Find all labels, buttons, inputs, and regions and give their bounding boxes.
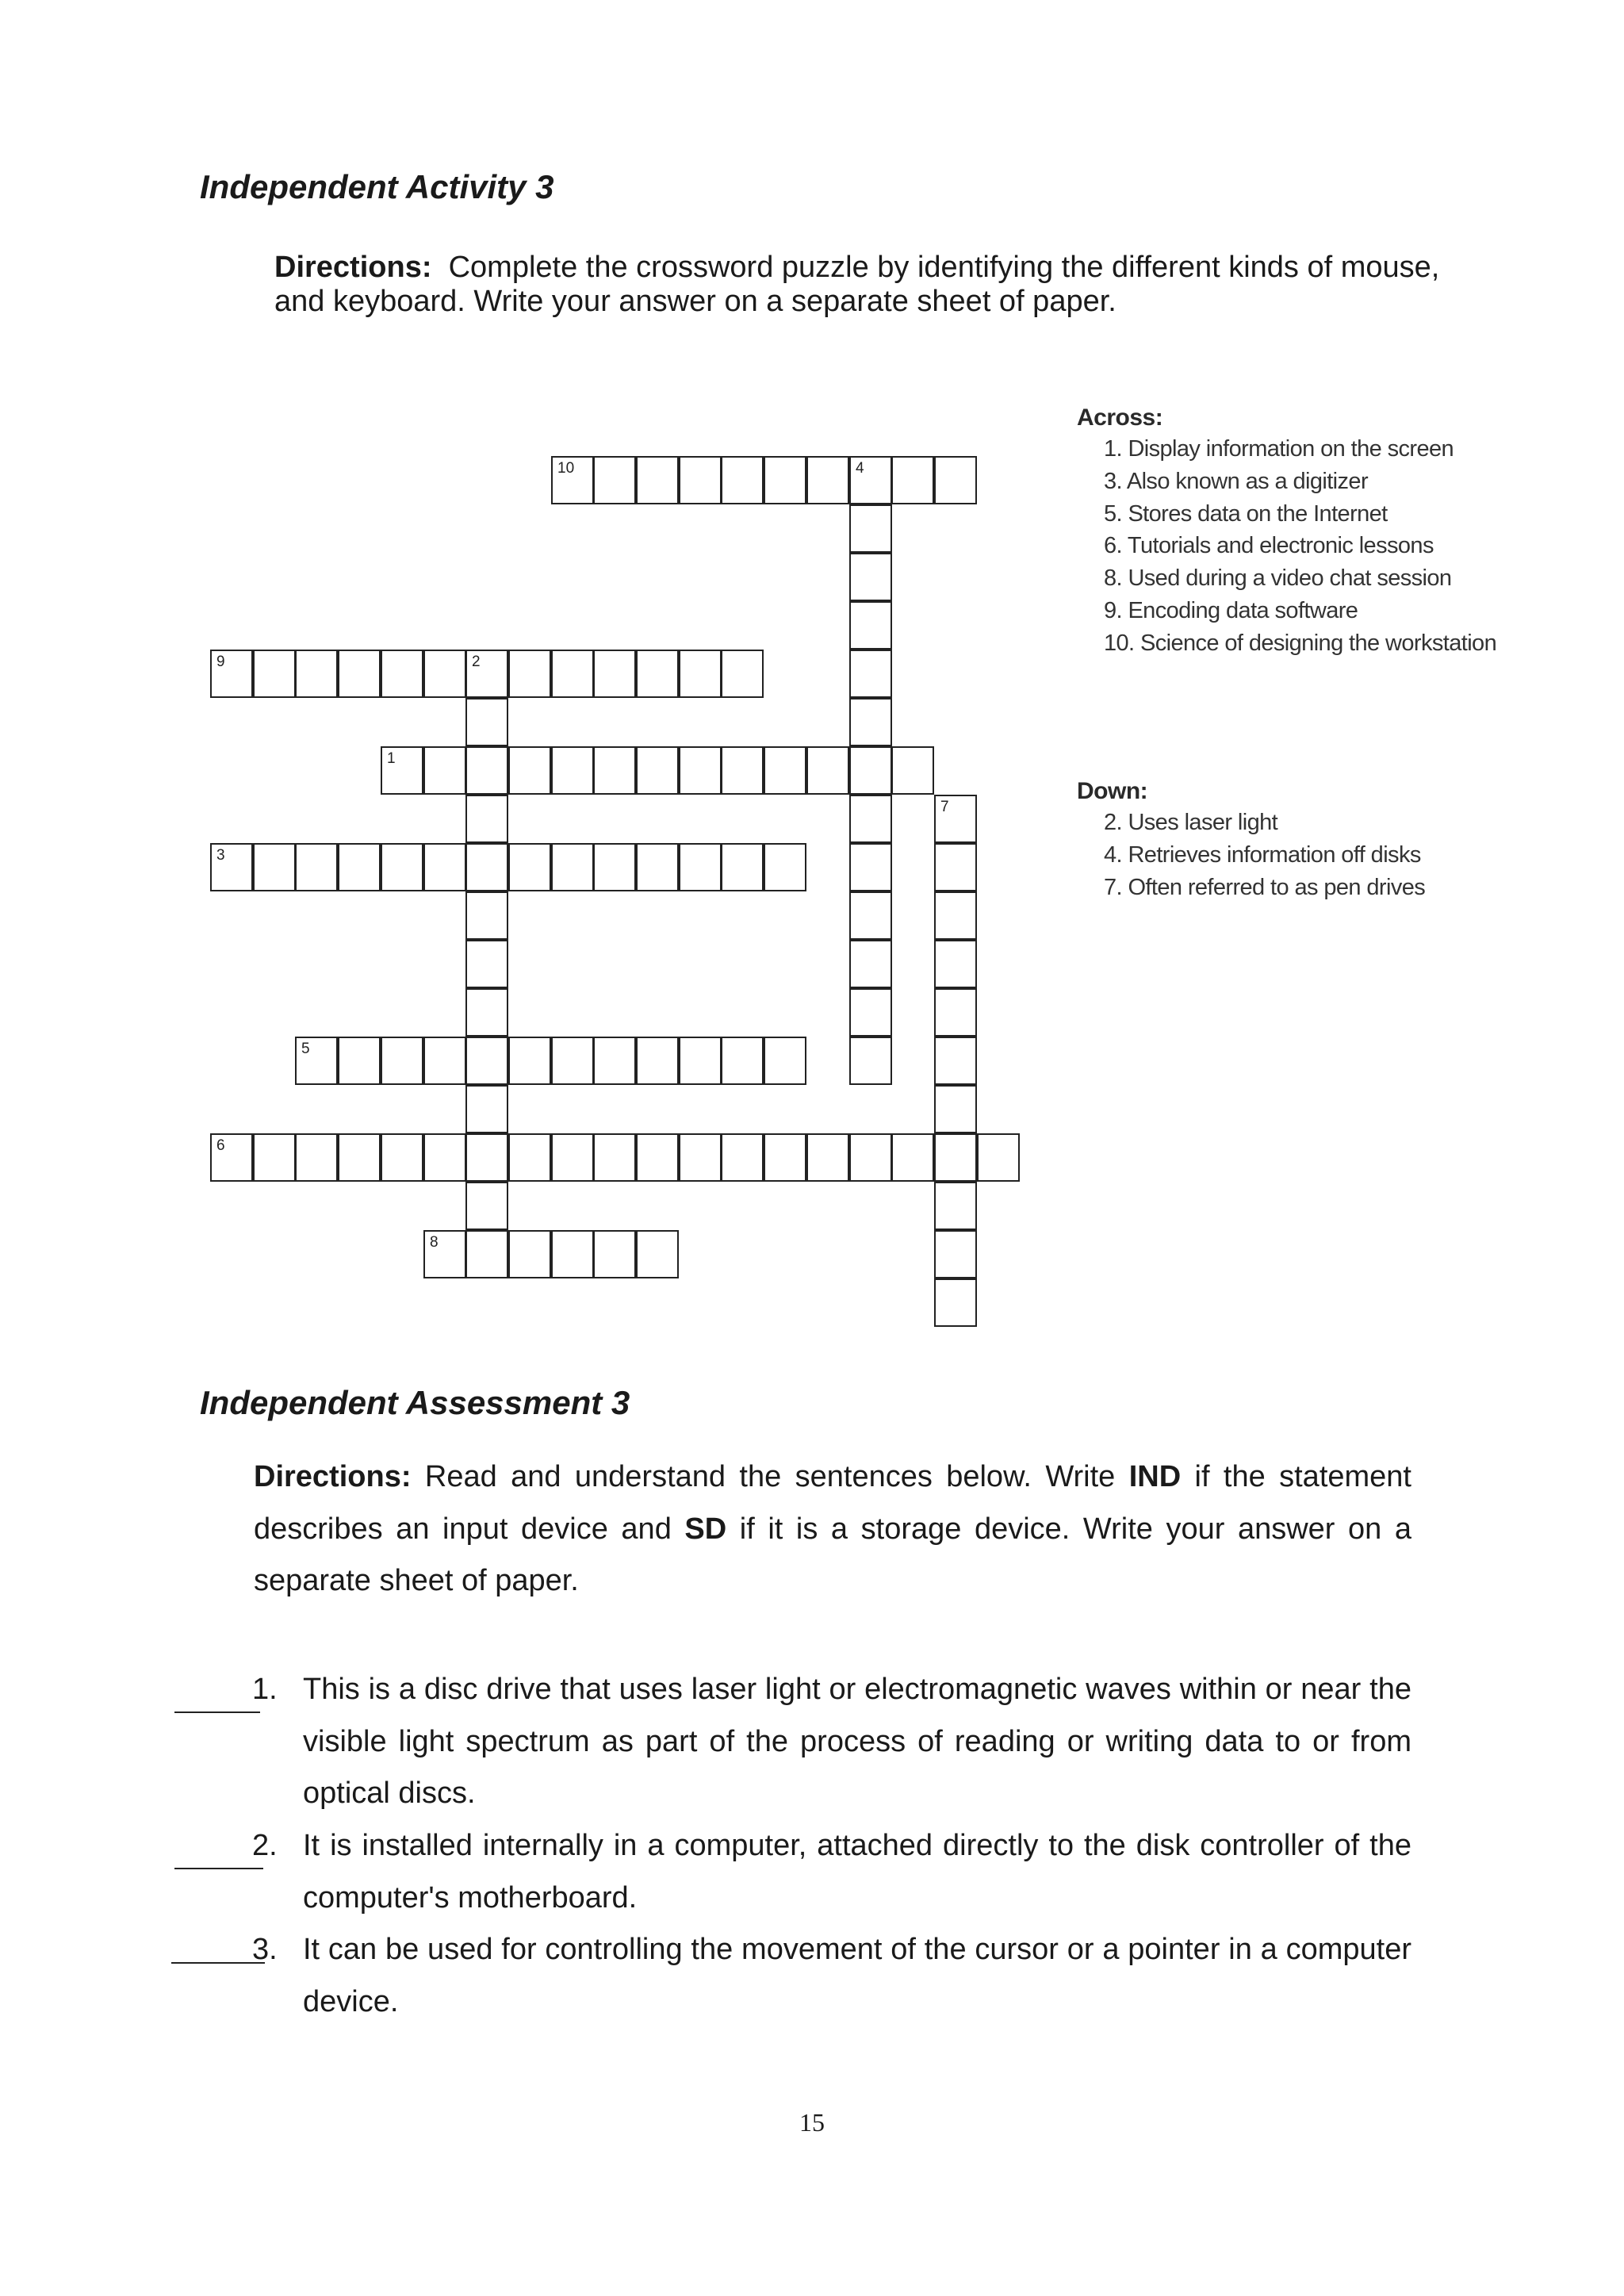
across-clue: 5. Stores data on the Internet (1104, 500, 1388, 527)
crossword-cell[interactable] (934, 1085, 977, 1133)
item-text: This is a disc drive that uses laser light or electromagnetic waves within or near the visible light spectrum as part of the process of reading or writing data to or from optical discs. (303, 1673, 1411, 1810)
assessment-directions-label: Directions: (254, 1460, 412, 1493)
crossword-cell[interactable] (210, 650, 253, 698)
crossword-cell[interactable] (849, 650, 892, 698)
activity-directions-label: Directions: (274, 251, 432, 284)
crossword-cell[interactable] (423, 1133, 466, 1182)
assessment-title: Independent Assessment 3 (200, 1384, 630, 1421)
crossword-cell[interactable] (593, 456, 636, 504)
crossword-cell[interactable] (423, 650, 466, 698)
crossword-cell[interactable] (465, 843, 508, 891)
clue-number: 9 (216, 654, 225, 670)
clue-number: 10 (557, 460, 575, 477)
crossword-cell[interactable] (338, 843, 381, 891)
crossword-cell[interactable] (465, 1230, 508, 1278)
crossword-cell[interactable] (465, 1085, 508, 1133)
page-number: 15 (799, 2108, 825, 2137)
assessment-item (171, 1664, 1411, 1820)
crossword-cell[interactable] (636, 1230, 679, 1278)
crossword-cell[interactable] (593, 1230, 636, 1278)
crossword-cell[interactable] (679, 843, 722, 891)
crossword-cell[interactable] (806, 456, 849, 504)
crossword-cell[interactable] (210, 1133, 253, 1182)
crossword-cell[interactable] (934, 456, 977, 504)
crossword-cell[interactable] (465, 1133, 508, 1182)
crossword-cell[interactable] (465, 698, 508, 746)
across-clue: 1. Display information on the screen (1104, 436, 1454, 462)
crossword-cell[interactable] (338, 1037, 381, 1085)
crossword-cell[interactable] (593, 746, 636, 795)
crossword-cell[interactable] (295, 1037, 338, 1085)
across-clue: 3. Also known as a digitizer (1104, 468, 1368, 494)
crossword-cell[interactable] (934, 891, 977, 940)
crossword-cell[interactable] (849, 504, 892, 553)
crossword-cell[interactable] (253, 843, 296, 891)
crossword-cell[interactable] (721, 1037, 764, 1085)
crossword-cell[interactable] (423, 1230, 466, 1278)
crossword-cell[interactable] (721, 843, 764, 891)
item-text: It is installed internally in a computer, attached directly to the disk controller of the computer's motherboard. (303, 1829, 1411, 1915)
crossword-cell[interactable] (381, 843, 423, 891)
crossword-cell[interactable] (465, 891, 508, 940)
crossword-cell[interactable] (849, 988, 892, 1037)
down-clue: 2. Uses laser light (1104, 810, 1278, 835)
clue-number: 7 (940, 799, 949, 815)
crossword-cell[interactable] (764, 1133, 806, 1182)
crossword-cell[interactable] (934, 940, 977, 988)
crossword-cell[interactable] (934, 843, 977, 891)
crossword-cell[interactable] (636, 746, 679, 795)
crossword-cell[interactable] (295, 843, 338, 891)
crossword-cell[interactable] (465, 1182, 508, 1230)
activity-directions-line1: Complete the crossword puzzle by identifying the different kinds of mouse, (448, 251, 1440, 284)
item-number: 2. (252, 1829, 278, 1862)
crossword-cell[interactable] (934, 1037, 977, 1085)
clue-number: 6 (216, 1137, 225, 1154)
crossword-cell[interactable] (508, 650, 551, 698)
crossword-cell[interactable] (253, 1133, 296, 1182)
crossword-cell[interactable] (891, 746, 934, 795)
crossword-cell[interactable] (849, 891, 892, 940)
crossword-cell[interactable] (465, 1037, 508, 1085)
crossword-cell[interactable] (891, 1133, 934, 1182)
crossword-cell[interactable] (934, 1278, 977, 1327)
crossword-cell[interactable] (934, 1133, 977, 1182)
crossword-cell[interactable] (849, 746, 892, 795)
crossword-cell[interactable] (551, 746, 594, 795)
crossword-cell[interactable] (423, 1037, 466, 1085)
crossword-cell[interactable] (849, 843, 892, 891)
crossword-cell[interactable] (679, 1037, 722, 1085)
down-title: Down: (1077, 778, 1148, 804)
crossword-cell[interactable] (593, 650, 636, 698)
across-title: Across: (1077, 404, 1163, 431)
item-number: 3. (252, 1933, 278, 1966)
assessment-directions-text: if it is a storage device. Write your answer on a separate sheet of paper. (254, 1512, 1411, 1597)
crossword-cell[interactable] (465, 746, 508, 795)
crossword-cell[interactable] (551, 1133, 594, 1182)
down-clues (1077, 778, 1425, 903)
crossword-cell[interactable] (764, 1037, 806, 1085)
assessment-directions (254, 1451, 1411, 1608)
crossword-cell[interactable] (721, 746, 764, 795)
crossword-cell[interactable] (849, 940, 892, 988)
clue-number: 3 (216, 847, 225, 864)
crossword-cell[interactable] (849, 456, 892, 504)
across-clue: 8. Used during a video chat session (1104, 565, 1452, 592)
crossword-cell[interactable] (977, 1133, 1020, 1182)
crossword-cell[interactable] (508, 1037, 551, 1085)
crossword-cell[interactable] (849, 1037, 892, 1085)
crossword-cell[interactable] (508, 843, 551, 891)
crossword-cell[interactable] (381, 746, 423, 795)
crossword-cell[interactable] (806, 746, 849, 795)
assessment-directions-text: if the statement describes an input device and (254, 1460, 1411, 1546)
crossword-cell[interactable] (465, 940, 508, 988)
crossword-cell[interactable] (849, 795, 892, 843)
clue-number: 1 (387, 750, 396, 767)
crossword-cell[interactable] (593, 1133, 636, 1182)
crossword-cell[interactable] (295, 1133, 338, 1182)
crossword-cell[interactable] (295, 650, 338, 698)
answer-blank[interactable] (174, 1868, 263, 1869)
crossword-cell[interactable] (465, 650, 508, 698)
crossword-cell[interactable] (636, 1037, 679, 1085)
crossword-cell[interactable] (423, 746, 466, 795)
crossword-cell[interactable] (679, 746, 722, 795)
crossword-cell[interactable] (551, 1037, 594, 1085)
clue-number: 2 (472, 654, 481, 670)
crossword-cell[interactable] (551, 456, 594, 504)
across-clue: 9. Encoding data software (1104, 597, 1358, 623)
item-number: 1. (252, 1673, 278, 1706)
crossword-cell[interactable] (934, 795, 977, 843)
crossword-cell[interactable] (764, 746, 806, 795)
crossword-cell[interactable] (593, 1037, 636, 1085)
crossword-cell[interactable] (764, 456, 806, 504)
crossword-cell[interactable] (381, 650, 423, 698)
crossword-cell[interactable] (551, 1230, 594, 1278)
activity-title: Independent Activity 3 (200, 168, 554, 205)
crossword-cell[interactable] (636, 650, 679, 698)
crossword-cell[interactable] (679, 650, 722, 698)
crossword-cell[interactable] (465, 795, 508, 843)
crossword-cell[interactable] (721, 650, 764, 698)
clue-number: 4 (856, 460, 864, 477)
answer-blank[interactable] (171, 1962, 265, 1964)
crossword-cell[interactable] (764, 843, 806, 891)
assessment-item (171, 1820, 1411, 1924)
item-text: It can be used for controlling the movement of the cursor or a pointer in a computer device. (303, 1933, 1411, 2018)
crossword-cell[interactable] (934, 1182, 977, 1230)
crossword-cell[interactable] (551, 650, 594, 698)
sd-label: SD (684, 1512, 727, 1546)
crossword-cell[interactable] (849, 601, 892, 650)
crossword-cell[interactable] (849, 698, 892, 746)
assessment-item (171, 1924, 1411, 2028)
across-clue: 10. Science of designing the workstation (1104, 630, 1497, 656)
crossword-cell[interactable] (806, 1133, 849, 1182)
crossword-cell[interactable] (849, 553, 892, 601)
crossword-cell[interactable] (338, 1133, 381, 1182)
crossword-cell[interactable] (679, 456, 722, 504)
crossword-cell[interactable] (508, 1230, 551, 1278)
crossword-cell[interactable] (721, 1133, 764, 1182)
activity-directions-line2: and keyboard. Write your answer on a separate sheet of paper. (274, 285, 1116, 318)
crossword-cell[interactable] (423, 843, 466, 891)
crossword-cell[interactable] (338, 650, 381, 698)
crossword-cell[interactable] (210, 843, 253, 891)
crossword-cell[interactable] (636, 456, 679, 504)
clue-number: 8 (430, 1234, 439, 1251)
crossword-cell[interactable] (593, 843, 636, 891)
crossword-cell[interactable] (508, 746, 551, 795)
crossword-cell[interactable] (508, 1133, 551, 1182)
crossword-cell[interactable] (253, 650, 296, 698)
crossword-cell[interactable] (934, 988, 977, 1037)
assessment-directions-text: Read and understand the sentences below. Write (424, 1460, 1129, 1493)
crossword-cell[interactable] (636, 843, 679, 891)
crossword-cell[interactable] (679, 1133, 722, 1182)
down-clue: 7. Often referred to as pen drives (1104, 874, 1426, 900)
across-clues (1077, 404, 1496, 660)
answer-blank[interactable] (174, 1711, 260, 1713)
across-clue: 6. Tutorials and electronic lessons (1104, 533, 1434, 559)
crossword-cell[interactable] (636, 1133, 679, 1182)
crossword-cell[interactable] (381, 1133, 423, 1182)
crossword-cell[interactable] (891, 456, 934, 504)
down-clue: 4. Retrieves information off disks (1104, 841, 1421, 868)
crossword-cell[interactable] (551, 843, 594, 891)
crossword-cell[interactable] (381, 1037, 423, 1085)
crossword-cell[interactable] (934, 1230, 977, 1278)
clue-number: 5 (301, 1041, 310, 1057)
crossword-cell[interactable] (721, 456, 764, 504)
crossword-cell[interactable] (465, 988, 508, 1037)
crossword-cell[interactable] (849, 1133, 892, 1182)
ind-label: IND (1128, 1460, 1182, 1493)
